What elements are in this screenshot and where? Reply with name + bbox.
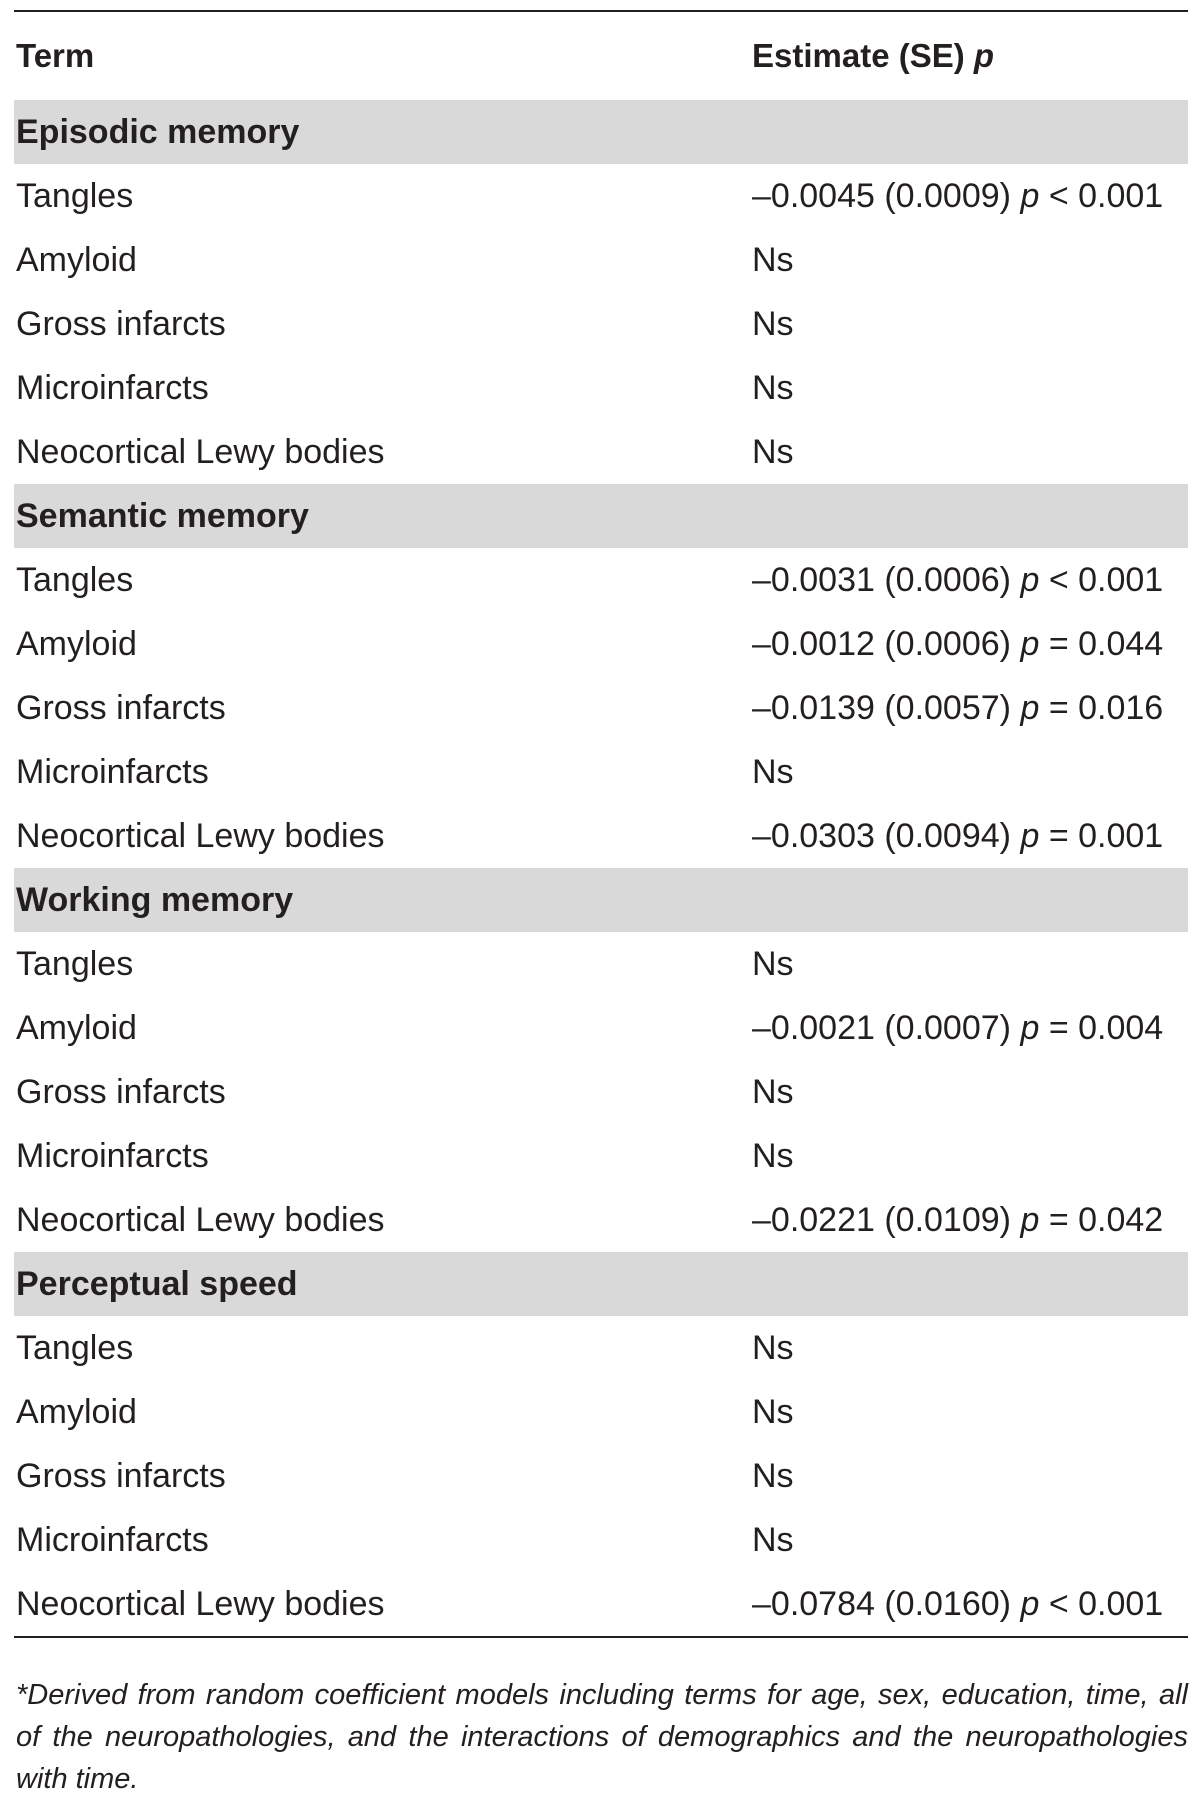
p-operator: < (1048, 176, 1069, 215)
p-value: 0.044 (1078, 624, 1164, 663)
p-symbol: p (1020, 624, 1040, 663)
estimate-value: Ns (752, 752, 794, 791)
section-title: Working memory (16, 880, 294, 919)
p-operator: = (1048, 816, 1069, 855)
estimate-cell (752, 305, 1188, 344)
p-value: 0.001 (1078, 816, 1164, 855)
p-symbol: p (1020, 176, 1040, 215)
term-cell: Gross infarcts (16, 1072, 226, 1111)
table-row (14, 996, 1188, 1060)
estimate-cell (752, 1073, 1188, 1112)
table-row (14, 1060, 1188, 1124)
estimate-value: Ns (752, 368, 794, 407)
p-operator: = (1048, 1200, 1069, 1239)
estimate-cell (752, 1201, 1188, 1240)
term-cell: Neocortical Lewy bodies (16, 816, 385, 855)
estimate-value: –0.0139 (0.0057) (752, 688, 1011, 727)
p-operator: = (1048, 1008, 1069, 1047)
estimate-cell (752, 817, 1188, 856)
table-row (14, 740, 1188, 804)
estimate-cell (752, 1137, 1188, 1176)
term-cell: Neocortical Lewy bodies (16, 1200, 385, 1239)
estimate-value: Ns (752, 432, 794, 471)
term-cell: Microinfarcts (16, 752, 209, 791)
p-operator: = (1048, 688, 1069, 727)
estimate-cell (752, 1393, 1188, 1432)
estimate-value: –0.0045 (0.0009) (752, 176, 1011, 215)
p-symbol: p (1020, 816, 1040, 855)
term-cell: Gross infarcts (16, 304, 226, 343)
estimate-cell (752, 177, 1188, 216)
table-row (14, 1124, 1188, 1188)
header-estimate-label: Estimate (SE) (752, 37, 965, 74)
p-operator: < (1048, 560, 1069, 599)
estimate-cell (752, 625, 1188, 664)
p-value: 0.001 (1078, 560, 1164, 599)
term-cell: Microinfarcts (16, 1136, 209, 1175)
p-symbol: p (1020, 688, 1040, 727)
p-value: 0.016 (1078, 688, 1164, 727)
p-symbol: p (1020, 560, 1040, 599)
term-cell: Amyloid (16, 240, 137, 279)
p-symbol: p (1020, 1200, 1040, 1239)
estimate-cell (752, 1009, 1188, 1048)
section-header-row (14, 484, 1188, 548)
table-footnote: *Derived from random coefficient models including terms for age, sex, education, time, all of the neuropathologies, and the interactions of demographics and the neuropathologies with time. (16, 1679, 1188, 1795)
table-row (14, 1188, 1188, 1252)
term-cell: Microinfarcts (16, 1520, 209, 1559)
estimate-value: Ns (752, 1456, 794, 1495)
section-title: Perceptual speed (16, 1264, 298, 1303)
table-body (14, 100, 1188, 1636)
estimate-cell (752, 1521, 1188, 1560)
results-table (14, 10, 1188, 1638)
estimate-value: Ns (752, 944, 794, 983)
header-estimate (752, 37, 1188, 75)
term-cell: Gross infarcts (16, 688, 226, 727)
header-p-label: p (973, 37, 995, 74)
header-term: Term (16, 37, 95, 74)
estimate-cell (752, 369, 1188, 408)
table-row (14, 164, 1188, 228)
p-value: 0.042 (1078, 1200, 1164, 1239)
estimate-cell (752, 945, 1188, 984)
estimate-cell (752, 561, 1188, 600)
term-cell: Amyloid (16, 1008, 137, 1047)
term-cell: Microinfarcts (16, 368, 209, 407)
p-symbol: p (1020, 1008, 1040, 1047)
estimate-cell (752, 1585, 1188, 1624)
table-row (14, 676, 1188, 740)
table-row (14, 420, 1188, 484)
table-row (14, 1572, 1188, 1636)
table-row (14, 932, 1188, 996)
p-operator: < (1048, 1584, 1069, 1623)
section-title: Episodic memory (16, 112, 300, 151)
estimate-cell (752, 433, 1188, 472)
section-header-row (14, 1252, 1188, 1316)
estimate-value: Ns (752, 1072, 794, 1111)
table-row (14, 228, 1188, 292)
term-cell: Tangles (16, 560, 134, 599)
estimate-value: Ns (752, 1328, 794, 1367)
term-cell: Amyloid (16, 624, 137, 663)
table-row (14, 1444, 1188, 1508)
term-cell: Tangles (16, 1328, 134, 1367)
term-cell: Tangles (16, 944, 134, 983)
table-row (14, 804, 1188, 868)
estimate-value: Ns (752, 304, 794, 343)
table-row (14, 356, 1188, 420)
table-row (14, 612, 1188, 676)
estimate-value: –0.0012 (0.0006) (752, 624, 1011, 663)
p-operator: = (1048, 624, 1069, 663)
estimate-cell (752, 689, 1188, 728)
term-cell: Neocortical Lewy bodies (16, 432, 385, 471)
term-cell: Amyloid (16, 1392, 137, 1431)
table-header-row (14, 12, 1188, 100)
table-row (14, 292, 1188, 356)
estimate-value: Ns (752, 1520, 794, 1559)
estimate-value: Ns (752, 1392, 794, 1431)
table-row (14, 1380, 1188, 1444)
p-value: 0.001 (1078, 176, 1164, 215)
table-row (14, 1508, 1188, 1572)
estimate-value: –0.0221 (0.0109) (752, 1200, 1011, 1239)
term-cell: Gross infarcts (16, 1456, 226, 1495)
term-cell: Neocortical Lewy bodies (16, 1584, 385, 1623)
p-symbol: p (1020, 1584, 1040, 1623)
table-bottom-rule (14, 1636, 1188, 1638)
table-row (14, 1316, 1188, 1380)
table-row (14, 548, 1188, 612)
section-header-row (14, 868, 1188, 932)
section-title: Semantic memory (16, 496, 309, 535)
estimate-value: Ns (752, 1136, 794, 1175)
estimate-cell (752, 241, 1188, 280)
p-value: 0.004 (1078, 1008, 1164, 1047)
estimate-value: –0.0784 (0.0160) (752, 1584, 1011, 1623)
p-value: 0.001 (1078, 1584, 1164, 1623)
estimate-cell (752, 1329, 1188, 1368)
estimate-value: –0.0031 (0.0006) (752, 560, 1011, 599)
term-cell: Tangles (16, 176, 134, 215)
estimate-value: –0.0021 (0.0007) (752, 1008, 1011, 1047)
estimate-cell (752, 753, 1188, 792)
estimate-cell (752, 1457, 1188, 1496)
estimate-value: Ns (752, 240, 794, 279)
section-header-row (14, 100, 1188, 164)
estimate-value: –0.0303 (0.0094) (752, 816, 1011, 855)
